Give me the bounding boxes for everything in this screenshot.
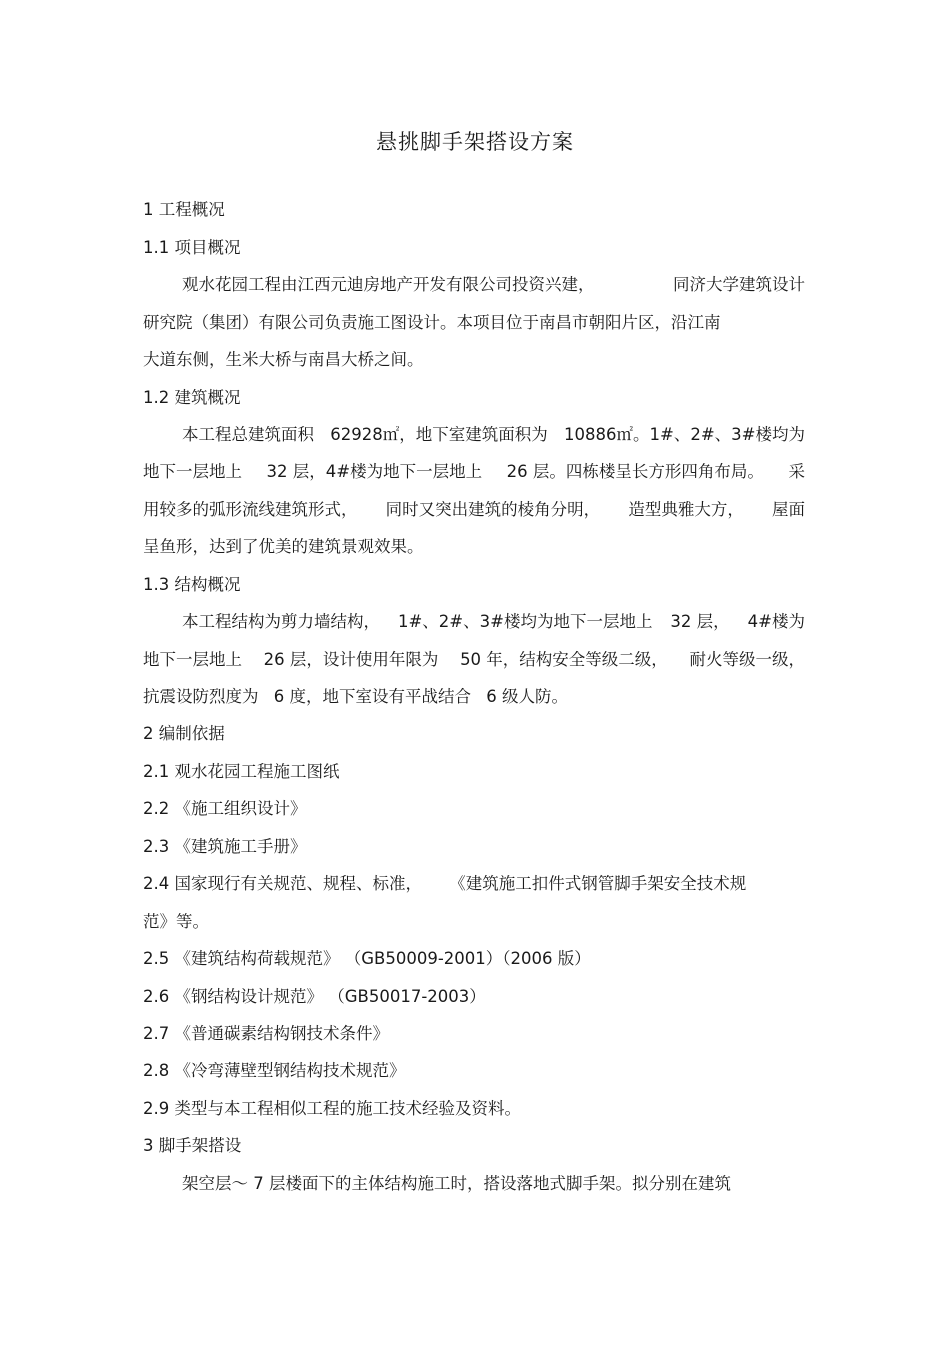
paragraph-line: 研究院（集团）有限公司负责施工图设计。本项目位于南昌市朝阳片区，沿江南 <box>143 313 721 332</box>
reference-item: 2.6 《钢结构设计规范》 （GB50017-2003） <box>143 987 486 1006</box>
reference-item: 2.8 《冷弯薄壁型钢结构技术规范》 <box>143 1061 406 1080</box>
reference-item: 2.1 观水花园工程施工图纸 <box>143 762 340 781</box>
heading-section-2: 2 编制依据 <box>143 724 225 743</box>
reference-item: 2.7 《普通碳素结构钢技术条件》 <box>143 1024 389 1043</box>
heading-1-3: 1.3 结构概况 <box>143 575 241 594</box>
paragraph-line: 架空层～ 7 层楼面下的主体结构施工时，搭设落地式脚手架。拟分别在建筑 <box>182 1174 731 1193</box>
document-title: 悬挑脚手架搭设方案 <box>376 130 574 154</box>
paragraph-line: 用较多的弧形流线建筑形式， 同时又突出建筑的棱角分明， 造型典雅大方， 屋面 <box>143 500 805 519</box>
reference-item: 2.5 《建筑结构荷载规范》 （GB50009-2001）（2006 版） <box>143 949 591 968</box>
heading-section-1: 1 工程概况 <box>143 200 225 219</box>
paragraph-line: 大道东侧，生米大桥与南昌大桥之间。 <box>143 350 424 369</box>
paragraph-line: 地下一层地上 32 层，4#楼为地下一层地上 26 层。四栋楼呈长方形四角布局。 采 <box>143 462 805 481</box>
reference-item: 2.9 类型与本工程相似工程的施工技术经验及资料。 <box>143 1099 521 1118</box>
paragraph-line: 本工程结构为剪力墙结构， 1#、2#、3#楼均为地下一层地上 32 层， 4#楼为 <box>182 612 805 631</box>
reference-item-continued: 范》等。 <box>143 912 209 931</box>
heading-section-3: 3 脚手架搭设 <box>143 1136 242 1155</box>
reference-item: 2.4 国家现行有关规范、规程、标准， 《建筑施工扣件式钢管脚手架安全技术规 <box>143 874 747 893</box>
paragraph-line: 呈鱼形，达到了优美的建筑景观效果。 <box>143 537 424 556</box>
heading-1-2: 1.2 建筑概况 <box>143 388 241 407</box>
heading-1-1: 1.1 项目概况 <box>143 238 241 257</box>
reference-item: 2.2 《施工组织设计》 <box>143 799 307 818</box>
paragraph-line: 抗震设防烈度为 6 度，地下室设有平战结合 6 级人防。 <box>143 687 568 706</box>
paragraph-line: 地下一层地上 26 层，设计使用年限为 50 年，结构安全等级二级， 耐火等级一级， <box>143 650 805 669</box>
paragraph-line: 观水花园工程由江西元迪房地产开发有限公司投资兴建， 同济大学建筑设计 <box>182 275 805 294</box>
paragraph-line: 本工程总建筑面积 62928㎡，地下室建筑面积为 10886㎡。1#、2#、3#楼均为 <box>182 425 805 444</box>
reference-item: 2.3 《建筑施工手册》 <box>143 837 307 856</box>
